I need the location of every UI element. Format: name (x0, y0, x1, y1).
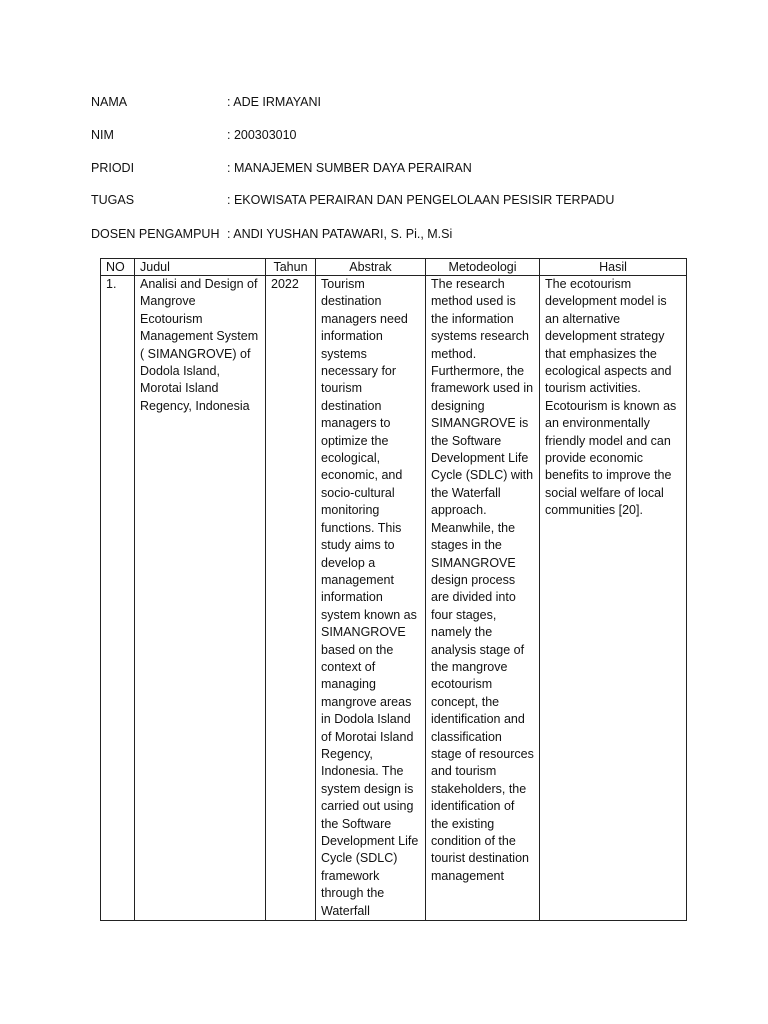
field-label-prodi: PRIODI (91, 161, 135, 175)
cell-hasil: The ecotourism development model is an alternative development strategy that emphasizes the ecological aspects and tourism activities. Ecotourism is known as an environmentally friendly model and can provide economic benefits to improve the social welfare of local communities [20]. (540, 276, 687, 921)
table-row (101, 276, 687, 921)
cell-no: 1. (101, 276, 135, 921)
cell-tahun: 2022 (266, 276, 316, 921)
header-metodeologi: Metodeologi (426, 259, 540, 276)
field-value-dosen: : ANDI YUSHAN PATAWARI, S. Pi., M.Si (227, 227, 453, 241)
cell-judul: Analisi and Design of Mangrove Ecotourism Management System ( SIMANGROVE) of Dodola Island, Morotai Island Regency, Indonesia (135, 276, 266, 921)
header-no: NO (101, 259, 135, 276)
header-judul: Judul (135, 259, 266, 276)
field-value-prodi: : MANAJEMEN SUMBER DAYA PERAIRAN (227, 161, 472, 175)
cell-abstrak: Tourism destination managers need information systems necessary for tourism destination managers to optimize the ecological, economic, and socio-cultural monitoring functions. This study aims to develop a management information system known as SIMANGROVE based on the context of managing mangrove areas in Dodola Island of Morotai Island Regency, Indonesia. The system design is carried out using the Software Development Life Cycle (SDLC) framework through the Waterfall (316, 276, 426, 921)
header-hasil: Hasil (540, 259, 687, 276)
field-label-nama: NAMA (91, 95, 128, 109)
field-label-tugas: TUGAS (91, 193, 135, 207)
literature-table (100, 258, 687, 921)
field-value-tugas: : EKOWISATA PERAIRAN DAN PENGELOLAAN PESISIR TERPADU (227, 193, 615, 207)
field-label-dosen: DOSEN PENGAMPUH (91, 227, 220, 241)
header-tahun: Tahun (266, 259, 316, 276)
cell-metodeologi: The research method used is the information systems research method. Furthermore, the framework used in designing SIMANGROVE is the Software Development Life Cycle (SDLC) with the Waterfall approach. Meanwhile, the stages in the SIMANGROVE design process are divided into four stages, namely the analysis stage of the mangrove ecotourism concept, the identification and classification stage of resources and tourism stakeholders, the identification of the existing condition of the tourist destination management (426, 276, 540, 921)
header-abstrak: Abstrak (316, 259, 426, 276)
table-header-row (101, 259, 687, 276)
field-value-nim: : 200303010 (227, 128, 297, 142)
field-value-nama: : ADE IRMAYANI (227, 95, 322, 109)
field-label-nim: NIM (91, 128, 114, 142)
